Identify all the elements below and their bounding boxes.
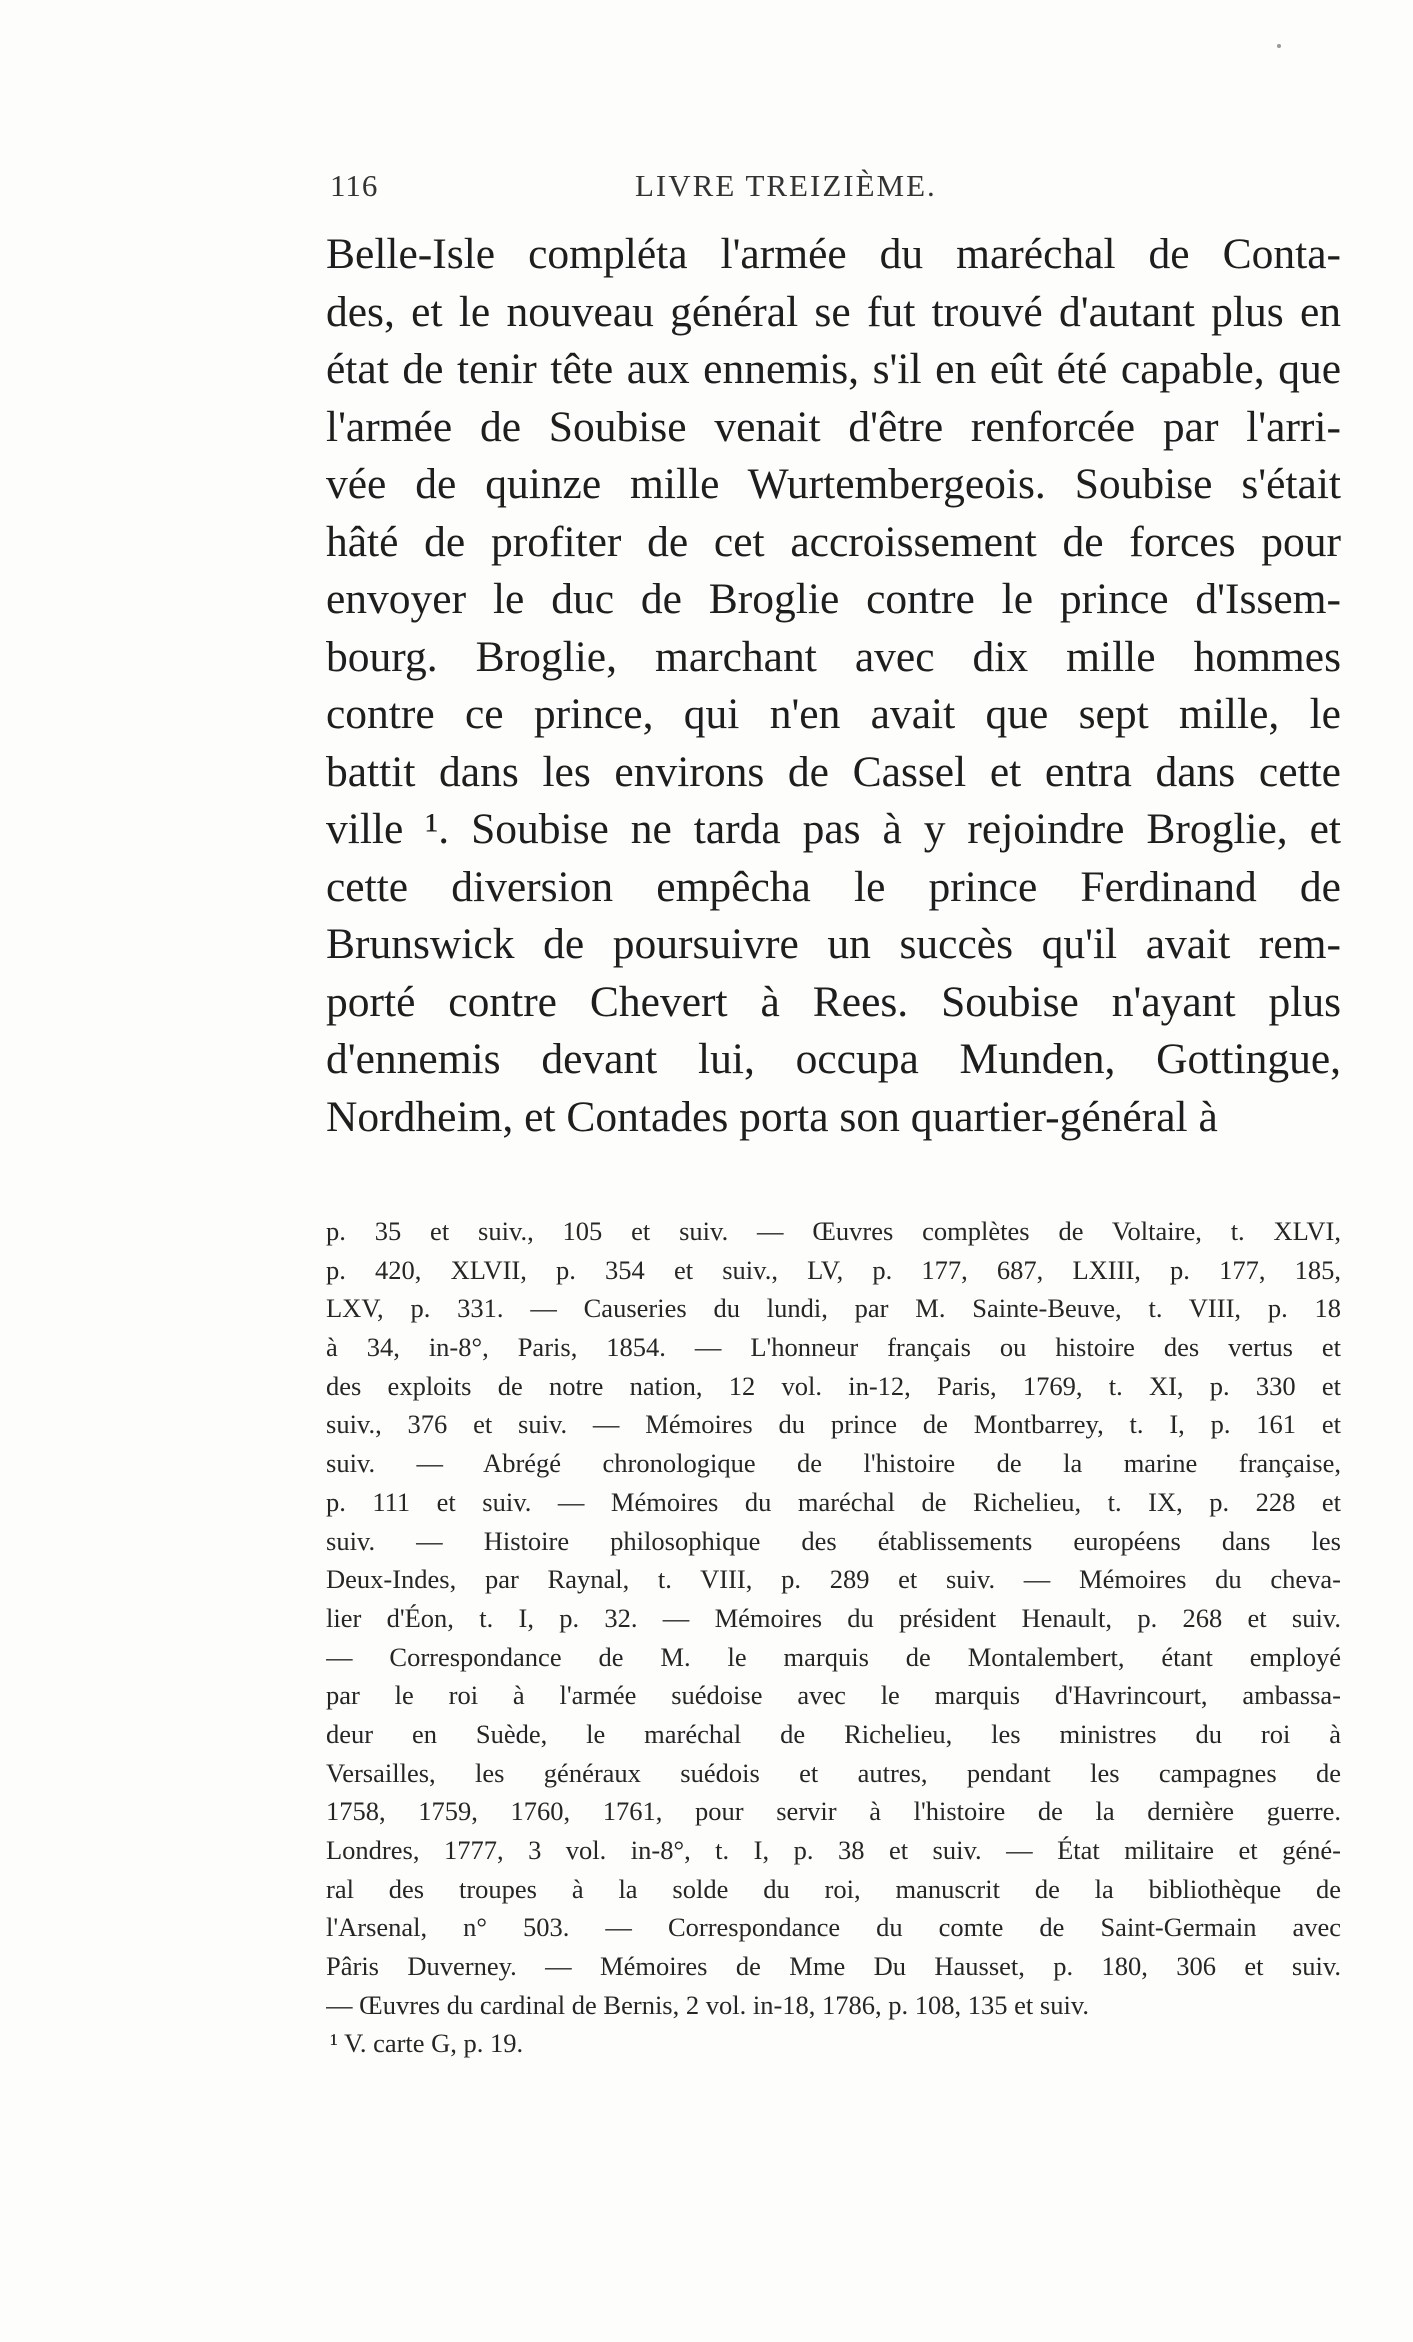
note-line: p. 111 et suiv. — Mémoires du maréchal de Richelieu, t. IX, p. 228 et (326, 1486, 1341, 1517)
note-line: suiv. — Histoire philosophique des établissements européens dans les (326, 1525, 1341, 1556)
body-line: Brunswick de poursuivre un succès qu'il avait rem- (326, 920, 1341, 968)
body-line: porté contre Chevert à Rees. Soubise n'ayant plus (326, 977, 1341, 1026)
page-header (330, 168, 1030, 212)
note-line: ral des troupes à la solde du roi, manuscrit de la bibliothèque de (326, 1873, 1341, 1904)
body-line: vée de quinze mille Wurtembergeois. Soubise s'était (326, 460, 1341, 508)
note-line: des exploits de notre nation, 12 vol. in-12, Paris, 1769, t. XI, p. 330 et (326, 1370, 1341, 1401)
note-line: Londres, 1777, 3 vol. in-8°, t. I, p. 38 et suiv. — État militaire et géné- (326, 1835, 1341, 1865)
body-text (326, 226, 1341, 1146)
body-line: hâté de profiter de cet accroissement de forces pour (326, 517, 1341, 566)
note-line: — Œuvres du cardinal de Bernis, 2 vol. in-18, 1786, p. 108, 135 et suiv. (326, 1989, 1090, 2020)
body-line: Nordheim, et Contades porta son quartier-général à (326, 1092, 1218, 1141)
note-line: lier d'Éon, t. I, p. 32. — Mémoires du président Henault, p. 268 et suiv. (326, 1602, 1341, 1633)
note-line: 1758, 1759, 1760, 1761, pour servir à l'histoire de la dernière guerre. (326, 1796, 1341, 1827)
note-line: p. 35 et suiv., 105 et suiv. — Œuvres complètes de Voltaire, t. XLVI, (326, 1216, 1341, 1246)
body-line: bourg. Broglie, marchant avec dix mille hommes (326, 632, 1341, 681)
body-line: l'armée de Soubise venait d'être renforcée par l'arri- (326, 402, 1341, 451)
body-line: envoyer le duc de Broglie contre le prince d'Issem- (326, 575, 1341, 623)
body-line: état de tenir tête aux ennemis, s'il en eût été capable, que (326, 345, 1341, 393)
body-line: cette diversion empêcha le prince Ferdinand de (326, 862, 1341, 911)
page-number: 116 (330, 168, 379, 203)
note-line: suiv. — Abrégé chronologique de l'histoire de la marine française, (326, 1448, 1341, 1479)
footnotes (326, 1212, 1341, 2063)
note-line: suiv., 376 et suiv. — Mémoires du prince de Montbarrey, t. I, p. 161 et (326, 1409, 1341, 1440)
note-line: Deux-Indes, par Raynal, t. VIII, p. 289 et suiv. — Mémoires du cheva- (326, 1564, 1341, 1595)
note-line: LXV, p. 331. — Causeries du lundi, par M. Sainte-Beuve, t. VIII, p. 18 (326, 1293, 1341, 1324)
body-line: des, et le nouveau général se fut trouvé d'autant plus en (326, 287, 1341, 336)
note-line: p. 420, XLVII, p. 354 et suiv., LV, p. 177, 687, LXIII, p. 177, 185, (326, 1254, 1341, 1285)
note-line: deur en Suède, le maréchal de Richelieu, les ministres du roi à (326, 1718, 1341, 1749)
body-line: d'ennemis devant lui, occupa Munden, Gottingue, (326, 1035, 1341, 1083)
body-line: Belle-Isle compléta l'armée du maréchal de Conta- (326, 230, 1341, 278)
note-line: Versailles, les généraux suédois et autres, pendant les campagnes de (326, 1757, 1341, 1788)
footnote-map-reference: ¹ V. carte G, p. 19. (330, 2028, 524, 2059)
body-line: ville ¹. Soubise ne tarda pas à y rejoindre Broglie, et (326, 805, 1341, 853)
note-line: — Correspondance de M. le marquis de Montalembert, étant employé (326, 1641, 1341, 1672)
page-speck (1277, 44, 1281, 48)
body-line: contre ce prince, qui n'en avait que sept mille, le (326, 690, 1341, 738)
note-line: à 34, in-8°, Paris, 1854. — L'honneur français ou histoire des vertus et (326, 1332, 1341, 1363)
note-line: l'Arsenal, n° 503. — Correspondance du comte de Saint-Germain avec (326, 1912, 1341, 1943)
note-line: par le roi à l'armée suédoise avec le marquis d'Havrincourt, ambassa- (326, 1680, 1341, 1711)
body-line: battit dans les environs de Cassel et entra dans cette (326, 747, 1341, 796)
running-title: LIVRE TREIZIÈME. (635, 168, 937, 203)
note-line: Pâris Duverney. — Mémoires de Mme Du Hausset, p. 180, 306 et suiv. (326, 1951, 1341, 1982)
